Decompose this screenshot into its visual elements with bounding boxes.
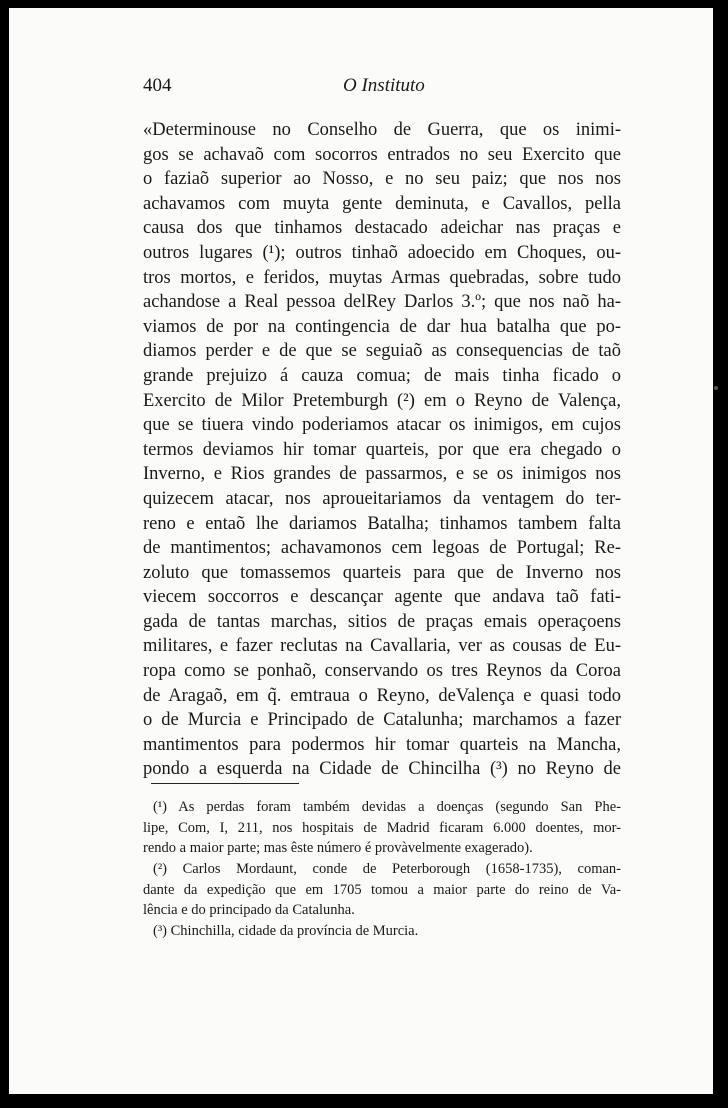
- scan-speck: [714, 386, 718, 390]
- body-line: achavamos com muyta gente deminuta, e Cavallos, pella: [143, 193, 621, 214]
- body-line: quizecem atacar, nos aproueitariamos da ventagem do ter-: [143, 488, 621, 509]
- body-line: viecem soccorros e descançar agente que andava taõ fati-: [143, 587, 621, 608]
- body-line: mantimentos para podermos hir tomar quarteis na Mancha,: [143, 734, 621, 755]
- footnote-2-line: dante da expedição que em 1705 tomou a maior parte do reino de Va-: [143, 881, 621, 898]
- page-number: 404: [143, 75, 172, 96]
- body-line: gos se achavaõ com socorros entrados no seu Exercito que: [143, 144, 621, 165]
- body-line: «Determinouse no Conselho de Guerra, que os inimi-: [143, 120, 621, 140]
- body-line: o faziaõ superior ao Nosso, e no seu paiz; que nos nos: [143, 169, 621, 190]
- body-line: diamos perder e de que se seguiaõ as consequencias de taõ: [143, 341, 621, 362]
- body-line: que se tiuera vindo poderiamos atacar os inimigos, em cujos: [143, 415, 621, 436]
- body-line: viamos de por na contingencia de dar hua batalha que po-: [143, 316, 621, 337]
- body-line: achandose a Real pessoa delRey Darlos 3.º; que nos naõ ha-: [143, 292, 621, 313]
- body-line: termos deviamos hir tomar quarteis, por que era chegado o: [143, 439, 621, 460]
- body-line: outros lugares (¹); outros tinhaõ adoecido em Choques, ou-: [143, 242, 621, 263]
- footnote-3-line: (³) Chinchilla, cidade da província de Murcia.: [153, 923, 419, 940]
- body-line: militares, e fazer reclutas na Cavallaria, ver as cousas de Eu-: [143, 636, 621, 657]
- body-line: ropa como se ponhaõ, conservando os tres Reynos da Coroa: [143, 661, 621, 682]
- body-line: de mantimentos; achavamonos cem legoas de Portugal; Re-: [143, 538, 621, 559]
- footnote-2-line: (²) Carlos Mordaunt, conde de Peterborough (1658-1735), coman-: [153, 861, 621, 878]
- body-line: pondo a esquerda na Cidade de Chincilha (³) no Reyno de: [143, 759, 621, 780]
- running-title: O Instituto: [343, 75, 425, 96]
- footnote-2-line: lência e do principado da Catalunha.: [143, 902, 355, 919]
- footnote-1-line: (¹) As perdas foram também devidas a doenças (segundo San Phe-: [153, 799, 621, 815]
- footnote-1-line: lipe, Com, I, 211, nos hospitais de Madrid ficaram 6.000 doentes, mor-: [143, 819, 621, 836]
- body-line: gada de tantas marchas, sitios de praças emais operaçoens: [143, 611, 621, 632]
- book-page: [9, 8, 713, 1094]
- body-line: reno e entaõ lhe dariamos Batalha; tinhamos tambem falta: [143, 513, 621, 534]
- body-line: de Aragaõ, em q̃. emtraua o Reyno, deValença e quasi todo: [143, 685, 621, 706]
- body-line: causa dos que tinhamos destacado adeichar nas praças e: [143, 218, 621, 239]
- footnotes: [143, 797, 621, 942]
- body-line: Exercito de Milor Pretemburgh (²) em o Reyno de Valença,: [143, 390, 621, 411]
- footnote-1-line: rendo a maior parte; mas êste número é provàvelmente exagerado).: [143, 840, 533, 857]
- body-text: [143, 118, 621, 782]
- body-line: Inverno, e Rios grandes de passarmos, e se os inimigos nos: [143, 464, 621, 485]
- footnote-divider: [151, 783, 299, 784]
- page-header: [143, 75, 621, 101]
- body-line: grande prejuizo á cauza comua; de mais tinha ficado o: [143, 365, 621, 386]
- body-line: o de Murcia e Principado de Catalunha; marchamos a fazer: [143, 710, 621, 731]
- body-line: tros mortos, e feridos, muytas Armas quebradas, sobre tudo: [143, 267, 621, 288]
- body-line: zoluto que tomassemos quarteis para que de Inverno nos: [143, 562, 621, 583]
